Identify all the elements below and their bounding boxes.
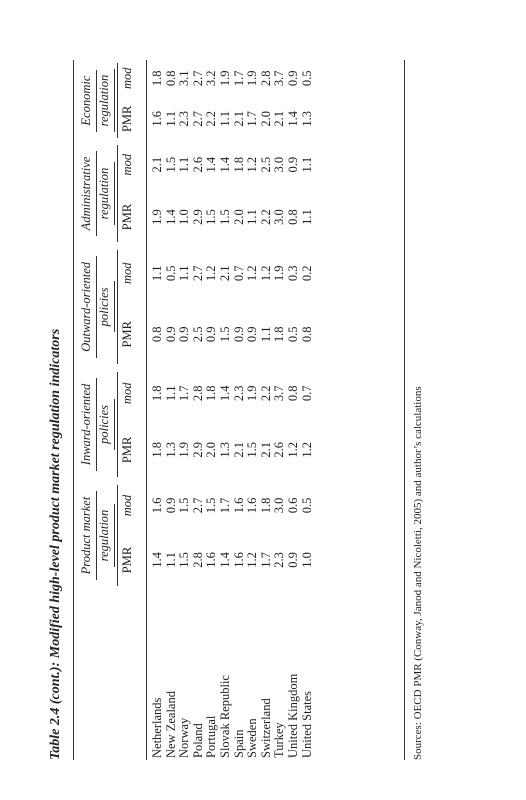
country-cell: United States	[299, 690, 314, 758]
value-cell: 1.8	[150, 385, 164, 402]
group-line2: regulation	[97, 504, 115, 568]
bottom-rule	[404, 60, 405, 760]
group-header-administrative	[76, 141, 120, 246]
group-header-product-market	[76, 481, 120, 590]
value-cell: 2.1	[231, 111, 246, 127]
value-cell: 3.2	[204, 70, 219, 87]
value-cell: 1.8	[231, 156, 246, 173]
value-cell: 0.9	[204, 326, 219, 343]
rotated-page	[40, 20, 460, 760]
table-row	[246, 60, 260, 760]
value-cell: 2.3	[272, 552, 287, 568]
value-cell: 3.0	[272, 209, 287, 225]
value-cell: 2.7	[190, 497, 205, 514]
sub-header-pmr: PMR	[120, 203, 134, 231]
value-cell: 0.9	[285, 70, 300, 87]
group-header-row	[76, 60, 120, 760]
value-cell: 1.1	[163, 552, 178, 568]
value-cell: 1.1	[258, 326, 273, 343]
value-cell: 1.9	[177, 442, 192, 458]
table-row	[165, 60, 179, 760]
country-cell: Switzerland	[258, 698, 273, 758]
value-cell: 2.3	[231, 385, 246, 402]
value-cell: 0.9	[163, 497, 178, 514]
value-cell: 1.2	[285, 442, 300, 458]
value-cell: 0.8	[285, 209, 300, 225]
group-header-inward	[76, 368, 120, 481]
group-header-outward	[76, 246, 120, 368]
value-cell: 0.9	[245, 326, 260, 343]
value-cell: 1.2	[299, 442, 314, 458]
table-row	[219, 60, 233, 760]
value-cell: 0.3	[285, 265, 300, 282]
value-cell: 0.6	[285, 497, 300, 514]
sub-header-mod: mod	[120, 153, 134, 176]
group-line1: Product market	[79, 491, 97, 581]
table-row	[205, 60, 219, 760]
table-row	[260, 60, 274, 760]
value-cell: 1.2	[204, 265, 219, 282]
value-cell: 1.4	[163, 209, 178, 225]
value-cell: 1.7	[258, 552, 273, 568]
country-cell: Sweden	[245, 718, 260, 758]
value-cell: 1.1	[299, 156, 314, 173]
value-cell: 1.8	[204, 385, 219, 402]
group-header-economic	[76, 60, 120, 141]
value-cell: 0.9	[231, 326, 246, 343]
value-cell: 1.2	[245, 552, 260, 568]
value-cell: 1.7	[231, 70, 246, 87]
source-note: Sources: OECD PMR (Conway, Janod and Nicoletti, 2005) and author’s calculations	[412, 386, 424, 760]
value-cell: 1.8	[272, 326, 287, 343]
value-cell: 2.2	[204, 111, 219, 127]
value-cell: 1.5	[177, 497, 192, 514]
value-cell: 3.7	[272, 385, 287, 402]
value-cell: 3.1	[177, 70, 192, 87]
value-cell: 0.8	[163, 70, 178, 87]
value-cell: 1.5	[217, 209, 232, 225]
value-cell: 1.5	[245, 442, 260, 458]
value-cell: 2.1	[217, 265, 232, 282]
value-cell: 1.5	[163, 156, 178, 173]
value-cell: 2.8	[190, 552, 205, 568]
value-cell: 2.2	[258, 385, 273, 402]
country-cell: Slovak Republic	[217, 675, 232, 758]
table-row	[287, 60, 301, 760]
value-cell: 1.8	[150, 70, 164, 87]
value-cell: 1.1	[299, 209, 314, 225]
group-line1: Inward-oriented	[79, 378, 97, 471]
sub-header-mod: mod	[120, 262, 134, 285]
value-cell: 2.1	[258, 442, 273, 458]
value-cell: 2.5	[258, 156, 273, 173]
sub-header-mod: mod	[120, 67, 134, 90]
value-cell: 1.1	[150, 265, 164, 282]
value-cell: 1.7	[177, 385, 192, 402]
value-cell: 1.4	[285, 111, 300, 127]
value-cell: 2.7	[190, 70, 205, 87]
value-cell: 1.9	[245, 70, 260, 87]
value-cell: 2.5	[190, 326, 205, 343]
value-cell: 1.4	[217, 156, 232, 173]
value-cell: 1.3	[217, 442, 232, 458]
group-line2: policies	[97, 281, 115, 332]
value-cell: 1.6	[150, 111, 164, 127]
country-cell: Turkey	[272, 722, 287, 758]
value-cell: 0.8	[285, 385, 300, 402]
sub-header-mod: mod	[120, 382, 134, 405]
value-cell: 0.2	[299, 265, 314, 282]
group-line2: regulation	[97, 162, 115, 226]
value-cell: 1.5	[217, 326, 232, 343]
table-row	[151, 60, 165, 760]
value-cell: 1.4	[217, 552, 232, 568]
group-line2: regulation	[97, 69, 115, 133]
value-cell: 1.3	[163, 442, 178, 458]
value-cell: 1.9	[217, 70, 232, 87]
value-cell: 1.4	[217, 385, 232, 402]
table-row	[192, 60, 206, 760]
value-cell: 1.3	[299, 111, 314, 127]
value-cell: 0.9	[285, 552, 300, 568]
table-caption: Table 2.4 (cont.): Modified high-level product market regulation indicators	[48, 328, 63, 760]
value-cell: 1.1	[245, 209, 260, 225]
value-cell: 2.6	[272, 442, 287, 458]
value-cell: 1.2	[258, 265, 273, 282]
value-cell: 1.2	[245, 265, 260, 282]
value-cell: 1.0	[177, 209, 192, 225]
value-cell: 1.1	[217, 111, 232, 127]
value-cell: 1.1	[177, 156, 192, 173]
value-cell: 1.1	[177, 265, 192, 282]
value-cell: 0.9	[163, 326, 178, 343]
table-row	[301, 60, 315, 760]
value-cell: 1.6	[150, 497, 164, 514]
value-cell: 2.1	[150, 156, 164, 173]
value-cell: 2.0	[258, 111, 273, 127]
value-cell: 1.5	[204, 209, 219, 225]
sub-header-pmr: PMR	[120, 436, 134, 464]
table-row	[273, 60, 287, 760]
value-cell: 3.0	[272, 497, 287, 514]
value-cell: 2.8	[258, 70, 273, 87]
value-cell: 0.8	[299, 326, 314, 343]
country-cell: Portugal	[204, 715, 219, 758]
country-cell: New Zealand	[163, 691, 178, 758]
value-cell: 2.1	[272, 111, 287, 127]
sub-header-pmr: PMR	[120, 546, 134, 574]
value-cell: 1.5	[204, 497, 219, 514]
value-cell: 1.9	[150, 209, 164, 225]
value-cell: 1.5	[177, 552, 192, 568]
value-cell: 0.5	[299, 497, 314, 514]
country-cell: Norway	[177, 717, 192, 758]
value-cell: 2.9	[190, 209, 205, 225]
value-cell: 1.7	[245, 111, 260, 127]
pmr-table	[76, 60, 314, 760]
value-cell: 2.7	[190, 111, 205, 127]
value-cell: 2.7	[190, 265, 205, 282]
sub-header-pmr: PMR	[120, 321, 134, 348]
value-cell: 1.0	[299, 552, 314, 568]
group-line1: Administrative	[79, 151, 97, 237]
value-cell: 1.7	[217, 497, 232, 514]
country-cell: Netherlands	[150, 697, 164, 758]
value-cell: 1.1	[163, 111, 178, 127]
value-cell: 1.4	[204, 156, 219, 173]
value-cell: 0.8	[150, 326, 164, 343]
value-cell: 2.2	[258, 209, 273, 225]
sub-header-row	[120, 60, 147, 760]
country-cell: United Kingdom	[285, 673, 300, 758]
value-cell: 2.9	[190, 442, 205, 458]
value-cell: 2.3	[177, 111, 192, 127]
value-cell: 2.1	[231, 442, 246, 458]
value-cell: 3.0	[272, 156, 287, 173]
value-cell: 2.0	[231, 209, 246, 225]
value-cell: 0.9	[285, 156, 300, 173]
value-cell: 0.5	[299, 70, 314, 87]
table-body	[151, 60, 314, 760]
country-cell: Poland	[190, 723, 205, 758]
sub-header-blank	[120, 590, 147, 760]
value-cell: 1.8	[150, 442, 164, 458]
value-cell: 2.0	[204, 442, 219, 458]
value-cell: 1.6	[231, 552, 246, 568]
value-cell: 0.5	[163, 265, 178, 282]
value-cell: 1.1	[163, 385, 178, 402]
value-cell: 1.8	[258, 497, 273, 514]
value-cell: 0.7	[231, 265, 246, 282]
value-cell: 0.5	[285, 326, 300, 343]
table-row	[233, 60, 247, 760]
group-line2: policies	[97, 399, 115, 450]
group-line1: Economic	[79, 70, 97, 132]
group-line1: Outward-oriented	[79, 256, 97, 358]
country-cell: Spain	[231, 729, 246, 758]
sub-header-pmr: PMR	[120, 105, 134, 133]
table-row	[178, 60, 192, 760]
value-cell: 3.7	[272, 70, 287, 87]
value-cell: 0.9	[177, 326, 192, 343]
value-cell: 1.4	[150, 552, 164, 568]
sub-header-mod: mod	[120, 494, 134, 517]
value-cell: 1.6	[245, 497, 260, 514]
value-cell: 1.9	[272, 265, 287, 282]
value-cell: 1.6	[204, 552, 219, 568]
value-cell: 2.8	[190, 385, 205, 402]
value-cell: 2.6	[190, 156, 205, 173]
country-header	[76, 590, 120, 760]
value-cell: 1.2	[245, 156, 260, 173]
value-cell: 1.6	[231, 497, 246, 514]
value-cell: 1.9	[245, 385, 260, 402]
top-rule	[73, 60, 74, 760]
value-cell: 0.7	[299, 385, 314, 402]
